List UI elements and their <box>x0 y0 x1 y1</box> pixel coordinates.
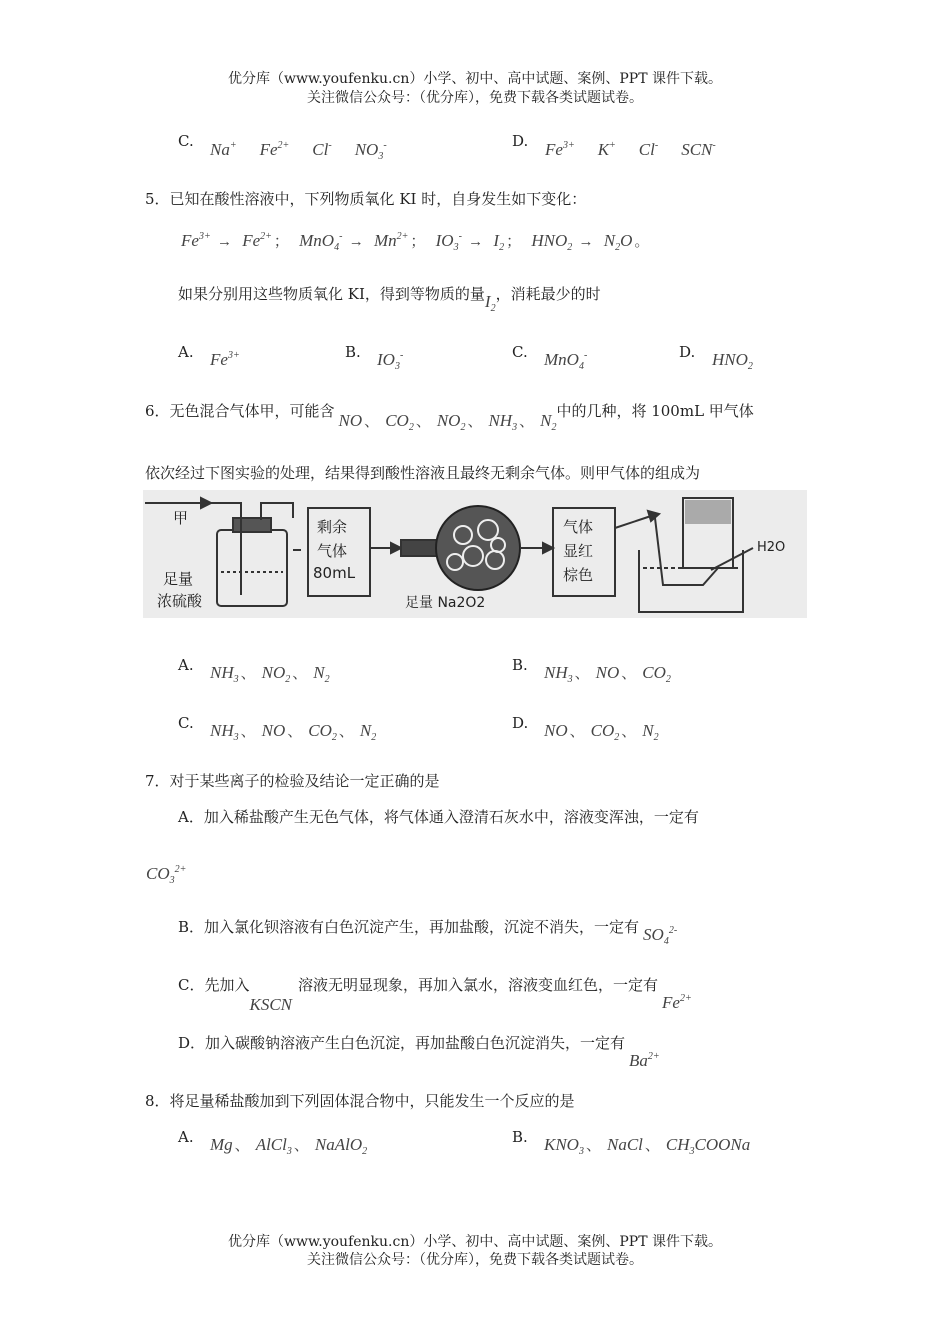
q5-option-a: $Fe^{3+}$ <box>210 350 240 369</box>
experiment-diagram <box>143 490 807 618</box>
q7-option-b-text: B．加入氯化钡溶液有白色沉淀产生，再加盐酸，沉淀不消失，一定有 <box>178 918 640 936</box>
tube-stopper <box>401 540 437 556</box>
q6-option-a <box>210 662 330 685</box>
q5-r4-from: $HNO_2$ <box>531 231 573 253</box>
formula: K+ <box>597 140 616 159</box>
formula-separator <box>334 143 349 159</box>
formula-separator: 、 <box>287 724 303 740</box>
footer-line-2: 关注微信公众号：（优分库），免费下载各类试题试卷。 <box>307 1252 643 1268</box>
q6-stem-2: 依次经过下图实验的处理，结果得到酸性溶液且最终无剩余气体。则甲气体的组成为 <box>145 464 701 482</box>
q5-r3-to: $I_2$ <box>493 231 505 253</box>
formula: $CO_2$ <box>590 721 620 743</box>
box1-line-1: 剩余 <box>317 518 348 536</box>
formula: AlCl$_3$ <box>255 1135 292 1157</box>
formula-separator: 、 <box>467 414 483 430</box>
formula-separator: 、 <box>574 666 590 682</box>
header-line-1: 优分库（www.youfenku.cn）小学、初中、高中试题、案例、PPT 课件下载。 <box>227 71 722 87</box>
formula: $NO_2$ <box>436 411 466 433</box>
inlet-arrowhead <box>201 498 211 508</box>
formula: Na+ <box>210 140 237 159</box>
formula-separator: 、 <box>519 414 535 430</box>
box2-line-3: 棕色 <box>563 566 594 584</box>
q8-option-a <box>210 1134 367 1157</box>
q5-arrow-3: → <box>468 234 484 250</box>
formula: $NO_3^-$ <box>354 140 387 162</box>
q5-d-label: D. <box>679 343 696 361</box>
header-line-2: 关注微信公众号：（优分库），免费下载各类试题试卷。 <box>307 90 643 106</box>
q6-option-d <box>544 720 659 743</box>
formula: Cl- <box>312 140 332 159</box>
q6-option-c <box>210 720 376 743</box>
q5-b-label: B. <box>345 343 361 361</box>
q7-kscn: KSCN <box>249 995 293 1014</box>
q5-r2-to: $Mn^{2+}$ <box>373 231 409 250</box>
formula-separator: 、 <box>621 724 637 740</box>
q7-option-c <box>178 974 692 1014</box>
formula: Cl- <box>638 140 659 159</box>
inlet-tube <box>211 503 241 595</box>
formula: NO <box>595 663 620 682</box>
q5-arrow-2: → <box>348 234 364 250</box>
q5-arrow-1: → <box>216 234 232 250</box>
q6-d-label: D. <box>512 714 529 732</box>
formula: $N_2$ <box>642 721 659 743</box>
q7-option-c-post: 溶液无明显现象，再加入氯水，溶液变血红色，一定有 <box>298 976 659 994</box>
q7-option-a: A．加入稀盐酸产生无色气体，将气体通入澄清石灰水中，溶液变浑浊，一定有 <box>178 808 699 826</box>
formula: $Fe^{3+}$ <box>545 140 575 159</box>
q8-a-label: A. <box>178 1128 194 1146</box>
q5-a-label: A. <box>178 343 194 361</box>
q4-d-label: D. <box>512 132 529 150</box>
formula-separator: 、 <box>240 666 256 682</box>
formula-separator: 、 <box>621 666 637 682</box>
q8-option-b <box>544 1134 750 1157</box>
q5-i2: $I_2$ <box>484 292 496 314</box>
formula-separator: 、 <box>569 724 585 740</box>
water-trough <box>639 550 743 612</box>
formula: Mg <box>210 1135 233 1154</box>
q5-arrow-4: → <box>578 234 594 250</box>
formula: NO <box>338 411 363 430</box>
q7-option-b-formula: $SO_4^{2-}$ <box>643 925 678 947</box>
formula: $CO_2$ <box>385 411 414 433</box>
box2-line-1: 气体 <box>563 518 594 536</box>
q5-reactions <box>181 230 655 253</box>
q5-r4-to: $N_2O$ <box>603 231 633 253</box>
formula: $CO_2$ <box>308 721 337 743</box>
q8-b-label: B. <box>512 1128 528 1146</box>
q8-stem: 8．将足量稀盐酸加到下列固体混合物中，只能发生一个反应的是 <box>145 1092 575 1110</box>
q5-question <box>178 283 601 314</box>
q5-option-c: MnO$_4$- <box>544 350 588 372</box>
formula: $N_2$ <box>313 663 330 685</box>
formula: $CO_2$ <box>642 663 671 685</box>
acid-label-1: 足量 <box>163 570 194 588</box>
formula: SCN- <box>681 140 716 159</box>
formula: $NH_3$ <box>488 411 518 433</box>
formula-separator: 、 <box>338 724 354 740</box>
formula-separator: 、 <box>585 1138 601 1154</box>
q6-stem <box>145 400 754 433</box>
q5-semi-1: ； <box>273 234 289 250</box>
formula-separator: 、 <box>234 1138 250 1154</box>
q7-option-c-pre: C．先加入 <box>178 976 250 994</box>
formula: $NO_2$ <box>261 663 291 685</box>
q5-question-pre: 如果分别用这些物质氧化 KI，得到等物质的量 <box>178 285 485 303</box>
q4-c-label: C. <box>178 132 194 150</box>
formula-separator <box>239 143 254 159</box>
formula: $NH_3$ <box>210 663 239 685</box>
gas-jia-label: 甲 <box>173 509 189 527</box>
q7-option-d-text: D．加入碳酸钠溶液产生白色沉淀，再加盐酸白色沉淀消失，一定有 <box>178 1034 626 1052</box>
acid-label-2: 浓硫酸 <box>157 592 203 610</box>
q5-r1-from: $Fe^{3+}$ <box>181 231 211 250</box>
formula: $N_2$ <box>359 721 377 743</box>
q5-c-label: C. <box>512 343 528 361</box>
q6-a-label: A. <box>178 656 194 674</box>
box2-line-2: 显红 <box>563 542 594 560</box>
q6-gases <box>338 411 557 433</box>
q6-c-label: C. <box>178 714 194 732</box>
q4-option-d <box>545 140 716 160</box>
q6-b-label: B. <box>512 656 528 674</box>
water-label: H2O <box>757 540 786 555</box>
bottle-stopper <box>233 518 271 532</box>
formula: $CH_3COONa$ <box>665 1135 751 1157</box>
q5-option-d: $HNO_2$ <box>712 350 753 372</box>
q7-option-d <box>178 1032 660 1070</box>
formula: NO <box>261 721 286 740</box>
formula: NaAlO$_2$ <box>314 1135 368 1157</box>
q5-r1-to: $Fe^{2+}$ <box>242 231 272 250</box>
formula: $KNO_3$ <box>544 1135 584 1157</box>
q5-end: 。 <box>634 234 650 250</box>
q7-option-a-formula: $CO_3^{2+}$ <box>146 864 187 886</box>
formula: $N_2$ <box>540 411 557 433</box>
formula-separator <box>577 143 592 159</box>
q6-stem-pre: 6．无色混合气体甲，可能含 <box>145 402 335 420</box>
footer-line-1: 优分库（www.youfenku.cn）小学、初中、高中试题、案例、PPT 课件下载。 <box>227 1234 722 1250</box>
q6-option-b <box>544 662 671 685</box>
q4-option-c <box>210 140 387 162</box>
formula-separator: 、 <box>292 666 308 682</box>
formula-separator: 、 <box>240 724 256 740</box>
q7-stem: 7．对于某些离子的检验及结论一定正确的是 <box>145 772 440 790</box>
q5-semi-3: ； <box>506 234 522 250</box>
delivery-tube <box>655 518 718 585</box>
box1-line-3: 80mL <box>313 564 356 582</box>
formula-separator: 、 <box>293 1138 309 1154</box>
formula: NO <box>544 721 568 740</box>
formula: NaCl <box>606 1135 643 1154</box>
q5-semi-2: ； <box>410 234 426 250</box>
formula-separator: 、 <box>644 1138 660 1154</box>
q5-question-post: ，消耗最少的时 <box>495 285 601 303</box>
box1-line-2: 气体 <box>317 542 348 560</box>
formula-separator: 、 <box>364 414 380 430</box>
formula-separator <box>291 143 306 159</box>
q5-option-b: $IO_3^-$ <box>377 350 404 372</box>
formula-separator <box>618 143 633 159</box>
wash-bottle <box>217 530 287 606</box>
formula-separator <box>660 143 675 159</box>
q7-option-b <box>178 916 678 947</box>
q7-option-c-formula: $Fe^{2+}$ <box>662 993 692 1012</box>
na2o2-label: 足量 Na2O2 <box>405 595 486 611</box>
q5-r3-from: $IO_3^-$ <box>435 231 462 253</box>
formula: $Fe^{2+}$ <box>259 140 290 159</box>
outlet-arrow <box>615 516 651 528</box>
formula: $NH_3$ <box>544 663 573 685</box>
q6-stem-post: 中的几种，将 100mL 甲气体 <box>556 402 754 420</box>
q5-r2-from: MnO$_4$- <box>299 231 343 253</box>
formula-separator: 、 <box>415 414 431 430</box>
formula: $NH_3$ <box>210 721 239 743</box>
q7-option-d-formula: $Ba^{2+}$ <box>629 1051 660 1070</box>
q5-stem: 5．已知在酸性溶液中，下列物质氧化 KI 时，自身发生如下变化： <box>145 190 587 208</box>
